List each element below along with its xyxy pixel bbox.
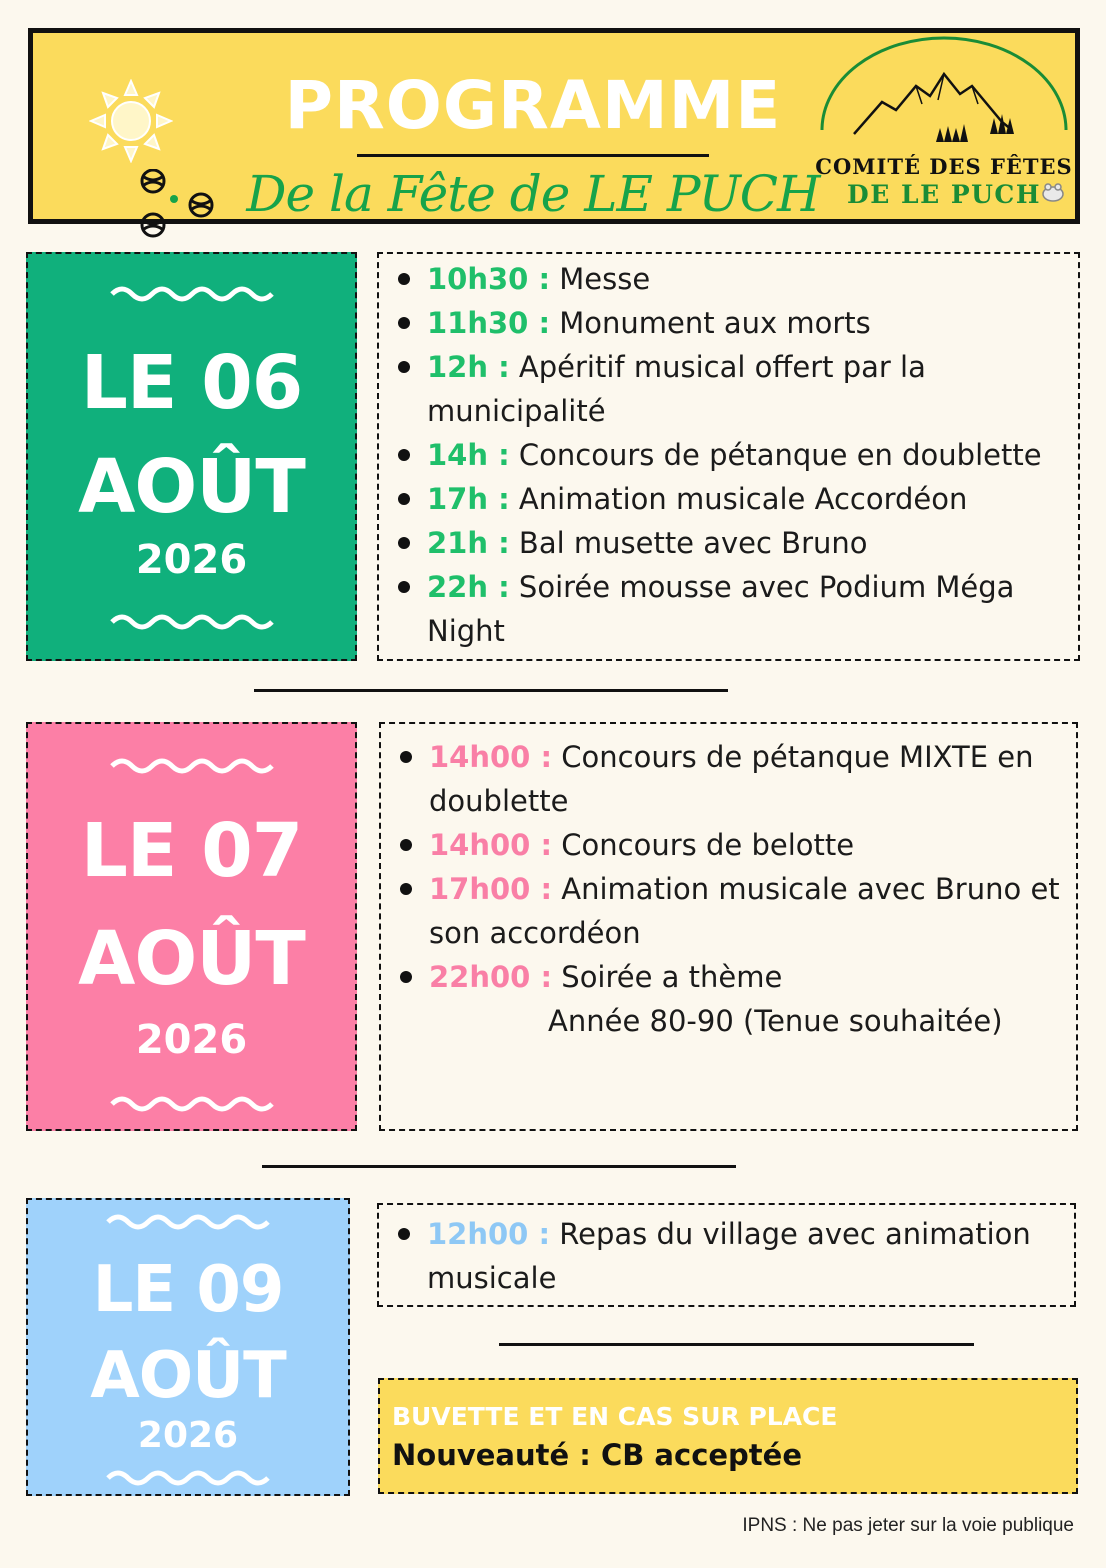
date-day-1: LE 06	[80, 340, 303, 426]
page-subtitle: De la Fête de LE PUCH	[246, 165, 820, 223]
date-year-2: 2026	[135, 1017, 248, 1063]
list-item	[379, 301, 1078, 345]
mountains-logo-icon	[812, 30, 1076, 160]
date-year-3: 2026	[137, 1415, 239, 1456]
list-item	[379, 477, 1078, 521]
logo-line-1: COMITÉ DES FÊTES	[815, 154, 1073, 179]
date-year-1: 2026	[135, 537, 248, 583]
event-desc: Monument aux morts	[559, 306, 871, 340]
event-time: 22h00 :	[429, 960, 553, 994]
date-month-2: AOÛT	[78, 916, 305, 1002]
event-desc: Concours de belotte	[561, 828, 855, 862]
date-month-3: AOÛT	[90, 1339, 286, 1413]
list-item	[381, 867, 1076, 955]
event-time: 14h00 :	[429, 828, 553, 862]
date-month-1: AOÛT	[78, 444, 305, 530]
event-desc-continued: Année 80-90 (Tenue souhaitée)	[548, 1004, 1003, 1038]
list-item	[379, 257, 1078, 301]
event-desc: Concours de pétanque MIXTE en doublette	[429, 740, 1034, 818]
date-day-2: LE 07	[80, 808, 303, 894]
event-time: 11h30 :	[427, 306, 551, 340]
title-divider	[357, 154, 709, 157]
event-time: 17h00 :	[429, 872, 553, 906]
wave-ornament-icon	[110, 1094, 274, 1114]
section-divider	[262, 1165, 736, 1168]
schedule-box-day-1	[377, 252, 1080, 661]
schedule-box-day-2	[379, 722, 1078, 1131]
petanque-balls-icon	[137, 169, 227, 249]
event-desc: Repas du village avec animation musicale	[427, 1217, 1031, 1295]
list-item	[381, 823, 1076, 867]
event-time: 12h00 :	[427, 1217, 551, 1251]
payment-notice: Nouveauté : CB acceptée	[392, 1438, 803, 1472]
schedule-box-day-3	[377, 1203, 1076, 1307]
date-day-3: LE 09	[92, 1253, 284, 1327]
event-desc: Soirée a thème	[561, 960, 783, 994]
buvette-box	[378, 1378, 1078, 1494]
list-item	[381, 735, 1076, 823]
event-desc: Messe	[559, 262, 651, 296]
date-box-day-1	[26, 252, 357, 661]
section-divider	[254, 689, 728, 692]
list-item	[379, 345, 1078, 433]
list-item	[379, 1212, 1074, 1300]
event-time: 14h00 :	[429, 740, 553, 774]
sun-icon	[89, 79, 173, 163]
date-box-day-3	[26, 1198, 350, 1496]
event-desc: Concours de pétanque en doublette	[518, 438, 1042, 472]
wave-ornament-icon	[106, 1212, 270, 1232]
page-title: PROGRAMME	[284, 67, 782, 144]
event-desc: Apéritif musical offert par la municipalité	[427, 350, 926, 428]
comite-logo	[812, 30, 1076, 216]
event-time: 10h30 :	[427, 262, 551, 296]
wave-ornament-icon	[106, 1468, 270, 1488]
event-desc: Bal musette avec Bruno	[518, 526, 868, 560]
buvette-heading: BUVETTE ET EN CAS SUR PLACE	[392, 1402, 838, 1431]
event-desc: Animation musicale Accordéon	[518, 482, 968, 516]
list-item	[379, 521, 1078, 565]
event-time: 12h :	[427, 350, 510, 384]
event-time: 17h :	[427, 482, 510, 516]
frog-icon	[1040, 178, 1066, 204]
event-time: 21h :	[427, 526, 510, 560]
list-item	[379, 433, 1078, 477]
wave-ornament-icon	[110, 612, 274, 632]
footer-note: IPNS : Ne pas jeter sur la voie publique	[742, 1515, 1074, 1536]
logo-line-2: DE LE PUCH	[847, 180, 1041, 209]
date-box-day-2	[26, 722, 357, 1131]
event-desc: Animation musicale avec Bruno et son accordéon	[429, 872, 1060, 950]
event-time: 22h :	[427, 570, 510, 604]
wave-ornament-icon	[110, 756, 274, 776]
wave-ornament-icon	[110, 284, 274, 304]
section-divider	[499, 1343, 974, 1346]
list-item	[381, 955, 1076, 1043]
list-item	[379, 565, 1078, 653]
event-desc: Soirée mousse avec Podium Méga Night	[427, 570, 1015, 648]
event-time: 14h :	[427, 438, 510, 472]
